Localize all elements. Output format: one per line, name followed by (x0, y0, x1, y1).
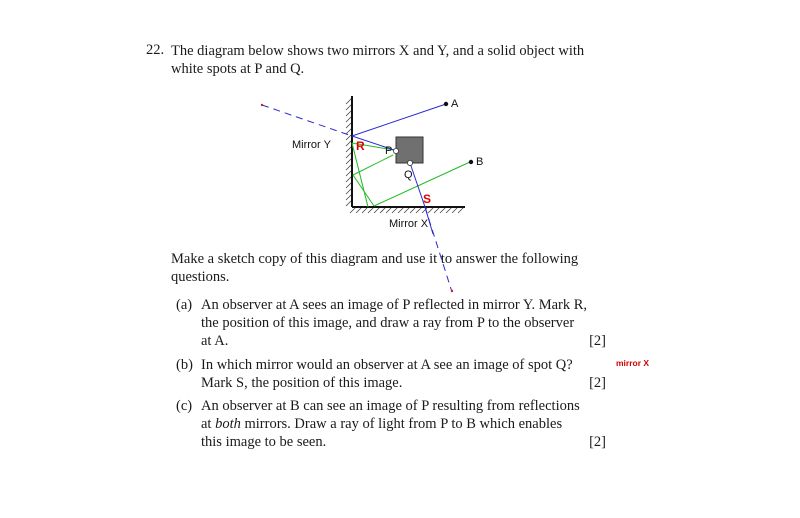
question-number: 22. (146, 42, 165, 58)
part-a-line-3: at A. (201, 333, 229, 349)
dashed-line-image-r (262, 105, 352, 136)
label-b: B (476, 156, 484, 168)
part-c-line-1: An observer at B can see an image of P resulting from reflections (201, 398, 580, 414)
label-a: A (451, 98, 459, 110)
part-a-text (201, 296, 605, 350)
part-a-line-1: An observer at A sees an image of P reflected in mirror Y. Mark R, (201, 297, 588, 313)
part-b-text (201, 356, 605, 392)
label-p: P (385, 145, 393, 157)
part-b-marks: [2] (589, 375, 606, 391)
label-mirror-x: Mirror X (389, 218, 429, 230)
image-r-point (261, 104, 263, 106)
part-a-marks: [2] (589, 333, 606, 349)
part-c-line-2-end: mirrors. Draw a ray of light from P to B which enables (240, 416, 563, 432)
instruction-line-1: Make a sketch copy of this diagram and use it to answer the following (171, 251, 579, 267)
part-c-text (201, 397, 605, 451)
observer-b-point (469, 160, 473, 164)
question-part-b (176, 356, 606, 392)
part-c-line-3: this image to be seen. (201, 434, 327, 450)
part-b-label: (b) (176, 357, 193, 373)
question-part-a (176, 296, 606, 350)
instruction-line-2: questions. (171, 269, 230, 285)
part-a-label: (a) (176, 297, 193, 313)
spot-p (393, 148, 398, 153)
image-s-point (451, 290, 453, 292)
intro-line-2: white spots at P and Q. (171, 61, 305, 77)
part-b-line-1: In which mirror would an observer at A see an image of spot Q? (201, 357, 573, 373)
label-q: Q (404, 169, 413, 181)
part-c-marks: [2] (589, 434, 606, 450)
part-c-label: (c) (176, 398, 193, 414)
annotation-s: S (423, 192, 432, 206)
part-c-line-2-start: at (201, 416, 216, 432)
intro-line-1: The diagram below shows two mirrors X and Y, and a solid object with (171, 43, 585, 59)
annotation-r: R (356, 139, 365, 153)
annotation-answer-b: mirror X (616, 358, 650, 368)
spot-q (407, 160, 412, 165)
part-c-emphasis: both (215, 416, 241, 432)
solid-object (396, 137, 423, 163)
instructions (171, 250, 607, 286)
label-mirror-y: Mirror Y (292, 139, 331, 151)
question-part-c (176, 397, 606, 451)
part-b-line-2: Mark S, the position of this image. (201, 375, 403, 391)
observer-a-point (444, 102, 448, 106)
part-a-line-2: the position of this image, and draw a ray from P to the observer (201, 315, 575, 331)
